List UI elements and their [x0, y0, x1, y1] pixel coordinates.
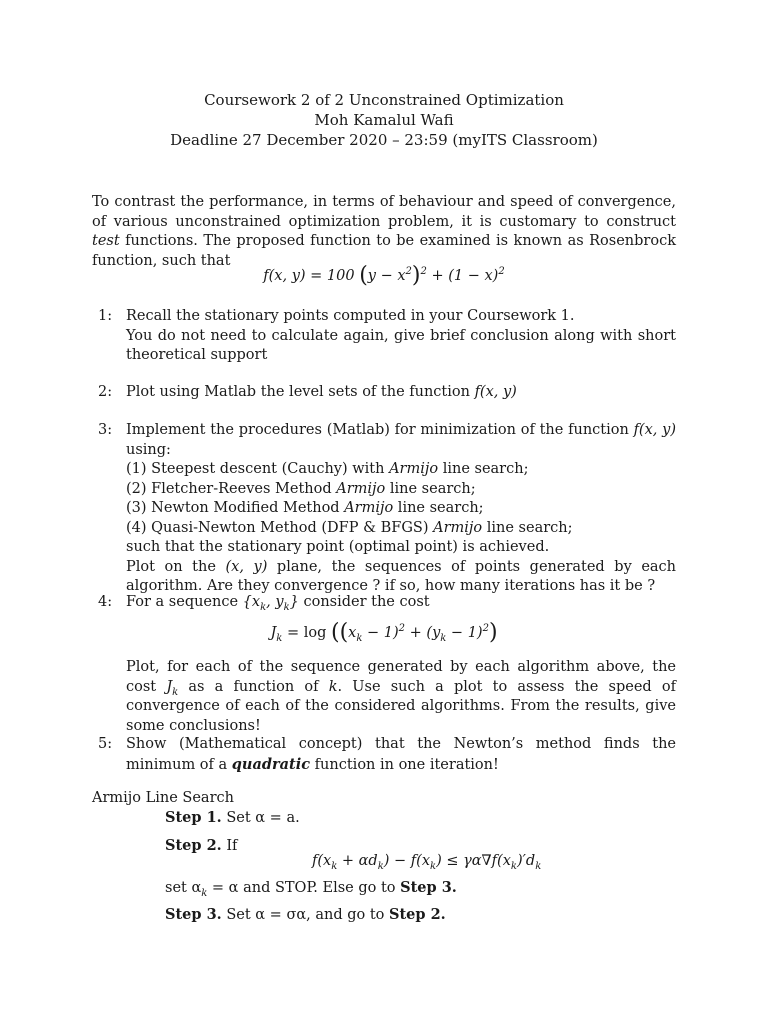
eq-tail: + (1 − x)	[426, 268, 499, 284]
question-4-lead: For a sequence {$x_k$, $y_k$} consider the cost	[126, 594, 430, 613]
intro-text-1: To contrast the performance, in terms of behaviour and speed of convergence, of various unconstrained optimization problem, it is customary to construct	[92, 194, 676, 230]
eq-tail-exp: 2	[498, 266, 505, 278]
question-3	[98, 421, 676, 597]
rosenbrock-equation: f(x, y) = 100 $(y - x^2)^2 + (1 - x)^2$	[263, 263, 505, 288]
question-2-function: f(x, y)	[474, 384, 517, 400]
intro-text-2: functions. The proposed function to be examined is known as Rosenbrock function, such that	[92, 233, 676, 269]
question-2	[98, 383, 676, 403]
intro-paragraph	[92, 193, 676, 271]
method-2: (2) Fletcher-Reeves Method Armijo line search;	[126, 480, 476, 497]
armijo-step-3: Step 3. Set α = σα, and go to Step 2.	[165, 906, 446, 923]
document-header	[0, 90, 768, 150]
question-2-text: Plot using Matlab the level sets of the function	[126, 384, 475, 400]
armijo-condition: $f(x_k + \alpha d_k) - f(x_k) \le \gamma\alpha\nabla f(x_k)'d_k$	[312, 853, 542, 872]
quadratic-emphasis: quadratic	[231, 755, 311, 773]
question-5: 5: Show (Mathematical concept) that the Newton’s method finds the minimum of a quadratic function in one iteration!	[98, 736, 676, 773]
document-title: Coursework 2 of 2 Unconstrained Optimization	[204, 91, 564, 109]
question-1-line-2: You do not need to calculate again, give brief conclusion along with short theoretical support	[126, 327, 676, 363]
method-3: (3) Newton Modified Method Armijo line search;	[126, 500, 484, 516]
question-3-intro: Implement the procedures (Matlab) for minimization of the function f(x, y) using:	[126, 422, 676, 458]
question-number: 4:	[98, 594, 113, 610]
cost-equation: $J_k = \log ((x_k - 1)^2 + (y_k - 1)^2)$	[270, 620, 498, 645]
method-1: (1) Steepest descent (Cauchy) with Armijo line search;	[126, 461, 529, 477]
sequence-notation: {$x_k$, $y_k$}	[242, 594, 299, 613]
intro-test-word: test	[92, 233, 120, 249]
eq-lhs: f(x, y) = 100	[263, 268, 355, 284]
question-number: 1:	[98, 308, 113, 324]
armijo-step-2: Step 2. If	[165, 837, 238, 854]
question-3-such-that: such that the stationary point (optimal point) is achieved.	[126, 539, 550, 555]
question-number: 5:	[98, 736, 113, 752]
eq-outer-exp: 2	[420, 266, 427, 278]
deadline-line: Deadline 27 December 2020 – 23:59 (myITS Classroom)	[170, 131, 598, 149]
method-4: (4) Quasi-Newton Method (DFP & BFGS) Armijo line search;	[126, 519, 573, 536]
question-4	[98, 593, 676, 613]
armijo-step-2-action: set $\alpha_k = \alpha$ and STOP. Else go to Step 3.	[165, 879, 457, 899]
author-name: Moh Kamalul Wafi	[314, 111, 454, 129]
eq-mid: y − x	[367, 268, 406, 284]
armijo-title: Armijo Line Search	[92, 790, 234, 806]
question-3-plot: Plot on the (x, y) plane, the sequences of points generated by each algorithm. Are they convergence ? if so, how many iterations has it be ?	[126, 558, 677, 594]
question-number: 3:	[98, 422, 113, 438]
question-4-paragraph: Plot, for each of the sequence generated by each algorithm above, the cost $J_k$ as a function of k. Use such a plot to assess the speed of convergence of each of the considered algorithms. From the results, give some conclusions!	[126, 659, 676, 734]
eq-inner-exp: 2	[405, 266, 412, 278]
question-1-line-1: Recall the stationary points computed in your Coursework 1.	[126, 308, 575, 324]
question-number: 2:	[98, 384, 113, 400]
armijo-step-1: Step 1. Set α = a.	[165, 809, 300, 826]
question-1	[98, 307, 676, 366]
